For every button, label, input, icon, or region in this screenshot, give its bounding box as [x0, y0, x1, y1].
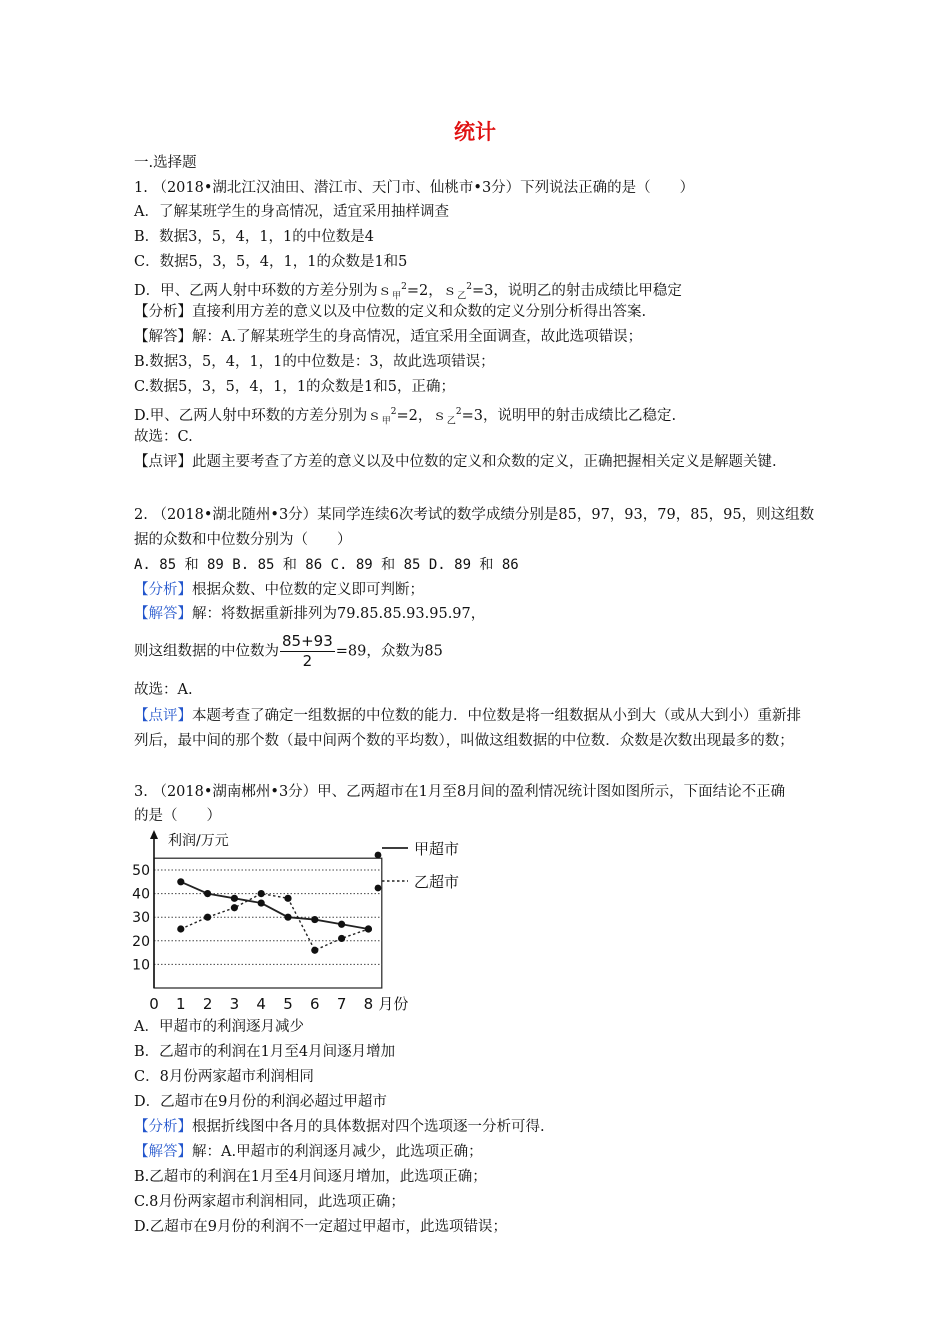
- q3-answer-c: C.8月份两家超市利润相同，此选项正确；: [134, 1194, 405, 1210]
- section-heading: 一.选择题: [134, 155, 197, 171]
- y-tick-label: 40: [132, 886, 150, 903]
- data-point: [258, 899, 265, 906]
- data-point: [258, 890, 265, 897]
- q2-choice: 故选：A.: [134, 682, 193, 698]
- analysis-tag: 【分析】: [134, 1119, 192, 1135]
- data-point: [284, 895, 291, 902]
- data-point: [311, 916, 318, 923]
- analysis-tag: 【分析】: [134, 304, 192, 320]
- q3-stem-line1: 3. （2018•湖南郴州•3分）甲、乙两超市在1月至8月间的盈利情况统计图如图所示，下面结论不正确: [134, 784, 786, 800]
- q2-stem-line1: 2. （2018•湖北随州•3分）某同学连续6次考试的数学成绩分别是85，97，93，79，85，95，则这组数: [134, 507, 815, 523]
- q1-analysis: 【分析】直接利用方差的意义以及中位数的定义和众数的定义分别分析得出答案.: [134, 304, 647, 320]
- q3-answer-d: D.乙超市在9月份的利润不一定超过甲超市，此选项错误；: [134, 1219, 507, 1235]
- x-tick-label: 7: [336, 995, 347, 1013]
- q1-comment: 【点评】此题主要考查了方差的意义以及中位数的定义和众数的定义，正确把握相关定义是解题关键.: [134, 454, 777, 470]
- q3-answer-b: B.乙超市的利润在1月至4月间逐月增加，此选项正确；: [134, 1169, 487, 1185]
- answer-tag: 【解答】: [134, 1144, 192, 1160]
- x-tick-label: 1: [176, 995, 186, 1013]
- y-axis-label: 利润/万元: [168, 833, 229, 849]
- plot-frame: [154, 858, 382, 988]
- q2-stem-line2: 据的众数和中位数分别为（ ）: [134, 532, 352, 548]
- x-tick-label: 0: [149, 995, 159, 1013]
- x-tick-label: 3: [229, 995, 240, 1013]
- data-point: [177, 878, 184, 885]
- q2-analysis: 【分析】根据众数、中位数的定义即可判断；: [134, 582, 424, 598]
- data-point: [338, 921, 345, 928]
- q3-option-c: C．8月份两家超市利润相同: [134, 1069, 314, 1085]
- data-point: [338, 935, 345, 942]
- q2-median-line: 则这组数据的中位数为 $\frac{85+93}{2}$ =89，众数为85: [134, 632, 443, 670]
- profit-line-chart: [130, 825, 490, 1015]
- q1-answer-c: C.数据5，3，5，4，1，1的众数是1和5，正确；: [134, 379, 455, 395]
- q3-answer: 【解答】解：A.甲超市的利润逐月减少，此选项正确；: [134, 1144, 483, 1160]
- data-point: [311, 947, 318, 954]
- q2-options: A. 85 和 89 B. 85 和 86 C. 89 和 85 D. 89 和 86: [134, 557, 519, 573]
- x-tick-label: 5: [283, 995, 293, 1013]
- legend-marker: [375, 885, 382, 892]
- fraction: $\frac{85+93}{2}$: [282, 632, 333, 670]
- q2-comment-line2: 列后，最中间的那个数（最中间两个数的平均数），叫做这组数据的中位数．众数是次数出现最多的数；: [134, 733, 794, 749]
- comment-tag: 【点评】: [134, 708, 192, 724]
- analysis-tag: 【分析】: [134, 582, 192, 598]
- y-tick-label: 20: [132, 933, 150, 950]
- q2-comment-line1: 【点评】本题考查了确定一组数据的中位数的能力．中位数是将一组数据从小到大（或从大到小）重新排: [134, 708, 801, 724]
- y-axis-arrow: [150, 830, 158, 839]
- legend-label: 甲超市: [414, 840, 460, 858]
- q1-option-d: D．甲、乙两人射中环数的方差分别为ｓ$_甲^2$=2，ｓ$_乙^2$=3，说明乙的射击成绩比甲稳定: [134, 282, 682, 302]
- x-axis-label: 月份: [378, 995, 409, 1013]
- x-tick-label: 4: [256, 995, 266, 1013]
- y-tick-label: 10: [132, 957, 150, 974]
- legend-marker: [375, 852, 382, 859]
- q3-option-d: D．乙超市在9月份的利润必超过甲超市: [134, 1094, 387, 1110]
- data-point: [231, 904, 238, 911]
- data-point: [204, 914, 211, 921]
- q1-answer: 【解答】解：A.了解某班学生的身高情况，适宜采用全面调查，故此选项错误；: [134, 329, 643, 345]
- data-point: [284, 914, 291, 921]
- q1-option-b: B．数据3，5，4，1，1的中位数是4: [134, 229, 375, 245]
- y-tick-label: 50: [132, 863, 150, 879]
- data-point: [231, 895, 238, 902]
- x-tick-label: 6: [310, 995, 320, 1013]
- x-tick-label: 8: [363, 995, 374, 1013]
- q1-answer-b: B.数据3，5，4，1，1的中位数是：3，故此选项错误；: [134, 354, 495, 370]
- q1-answer-d: D.甲、乙两人射中环数的方差分别为ｓ$_甲^2$=2，ｓ$_乙^2$=3，说明甲的射击成绩比乙稳定.: [134, 407, 677, 427]
- comment-tag: 【点评】: [134, 454, 192, 470]
- q2-answer: 【解答】解：将数据重新排列为79.85.85.93.95.97，: [134, 606, 486, 622]
- legend-label: 乙超市: [414, 873, 460, 891]
- y-tick-label: 30: [132, 910, 150, 927]
- q3-stem-line2: 的是（ ）: [134, 808, 221, 824]
- q3-analysis: 【分析】根据折线图中各月的具体数据对四个选项逐一分析可得.: [134, 1119, 545, 1135]
- q1-stem: 1. （2018•湖北江汉油田、潜江市、天门市、仙桃市•3分）下列说法正确的是（ ）: [134, 180, 695, 196]
- data-point: [177, 925, 184, 932]
- data-point: [365, 925, 372, 932]
- x-tick-label: 2: [202, 995, 213, 1013]
- q3-option-a: A．甲超市的利润逐月减少: [134, 1019, 304, 1035]
- answer-tag: 【解答】: [134, 329, 192, 345]
- q3-option-b: B．乙超市的利润在1月至4月间逐月增加: [134, 1044, 396, 1060]
- page-title: 统计: [454, 120, 496, 144]
- q1-choice: 故选：C.: [134, 429, 193, 445]
- q1-option-c: C．数据5，3，5，4，1，1的众数是1和5: [134, 254, 408, 270]
- q1-option-a: A．了解某班学生的身高情况，适宜采用抽样调查: [134, 204, 449, 220]
- answer-tag: 【解答】: [134, 606, 192, 622]
- data-point: [204, 890, 211, 897]
